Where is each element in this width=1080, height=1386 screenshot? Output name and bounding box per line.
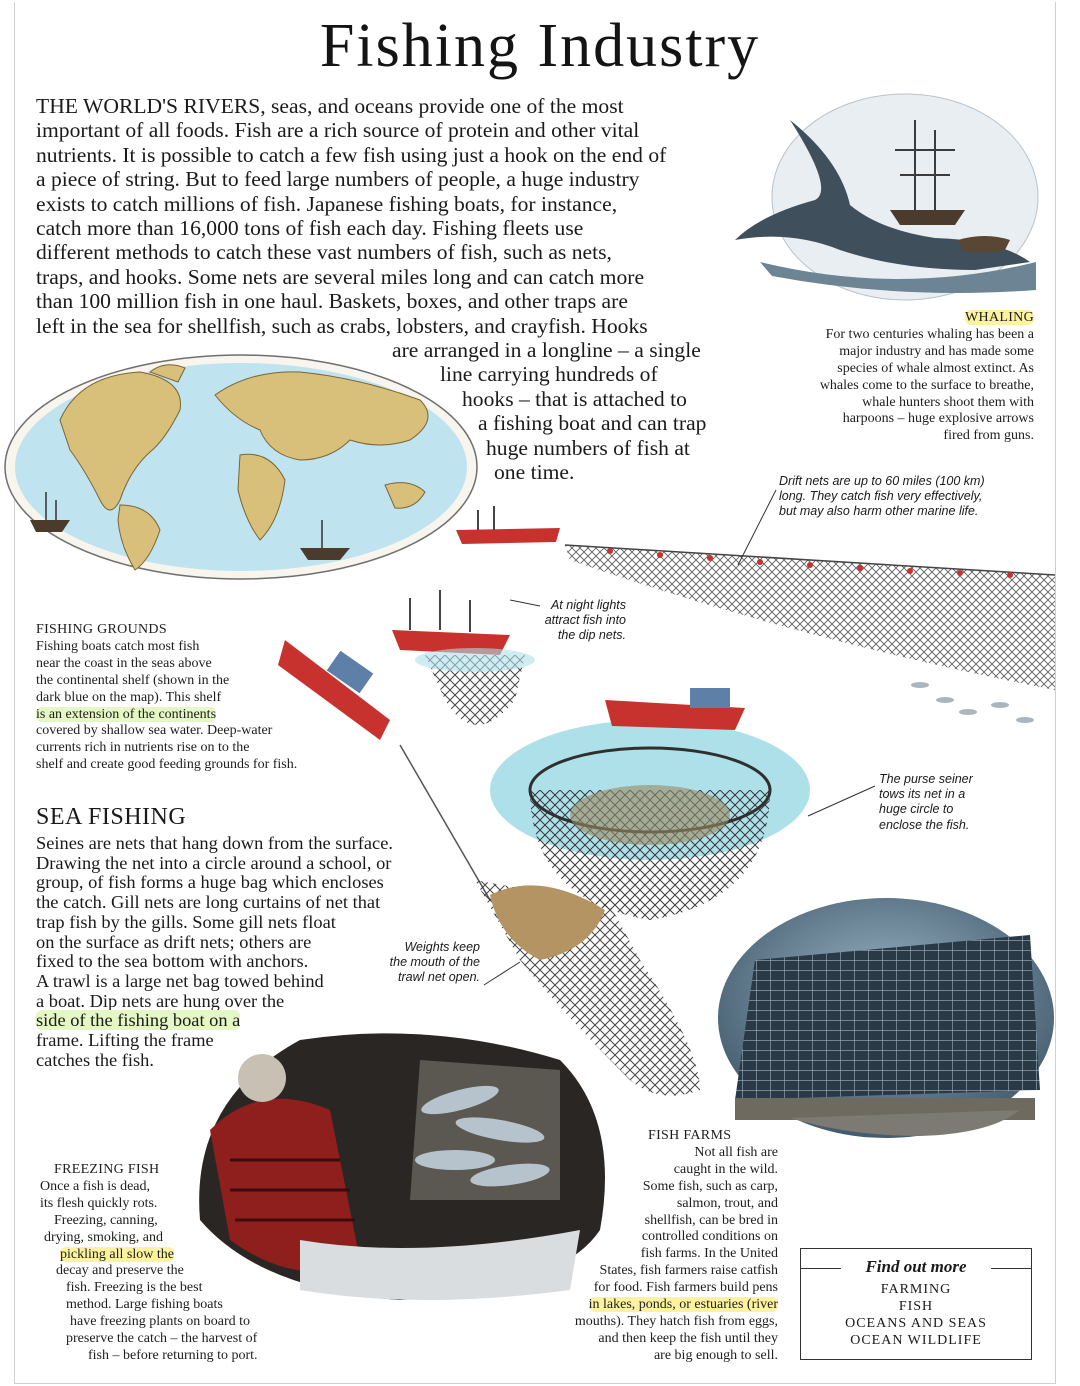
caption-line: Once a fish is dead,: [40, 1178, 151, 1194]
caption-line: long. They catch fish very effectively,: [779, 489, 983, 504]
caption-line: The purse seiner: [879, 772, 973, 786]
caption-line: have freezing plants on board to: [70, 1314, 250, 1330]
caption-line: preserve the catch – the harvest of: [66, 1331, 258, 1347]
caption-line: pickling all slow the: [60, 1246, 174, 1262]
text-line: Drawing the net into a circle around a school, or: [36, 852, 392, 873]
text-line: catches the fish.: [36, 1049, 154, 1070]
text-line: Seines are nets that hang down from the surface.: [36, 833, 393, 853]
caption-line: whales come to the surface to breathe,: [819, 377, 1034, 393]
caption-line: its flesh quickly rots.: [40, 1195, 158, 1211]
find-out-more-title: Find out more: [801, 1257, 1031, 1277]
caption-line: the dip nets.: [557, 628, 626, 643]
caption-line: trawl net open.: [398, 970, 480, 985]
find-out-more-link[interactable]: FARMING: [880, 1282, 952, 1297]
whaling-caption: [780, 310, 1034, 445]
sea-fishing-heading: SEA FISHING: [36, 804, 187, 830]
weights-caption: [372, 940, 480, 986]
caption-line: the continental shelf (shown in the: [36, 672, 230, 688]
caption-line: dark blue on the map). This shelf: [36, 689, 222, 705]
intro-line: different methods to catch these vast numbers of fish, such as nets,: [36, 240, 612, 265]
caption-line: Weights keep: [404, 940, 480, 954]
whaling-illustration: [735, 94, 1038, 300]
caption-line: method. Large fishing boats: [66, 1297, 223, 1313]
caption-line: fish farms. In the United: [640, 1246, 778, 1262]
text-line: on the surface as drift nets; others are: [36, 931, 312, 952]
text-line: a boat. Dip nets are hung over the: [36, 990, 285, 1011]
fishing-grounds-caption: [36, 622, 297, 774]
caption-line: fired from guns.: [943, 428, 1034, 444]
caption-line: is an extension of the continents: [36, 706, 217, 722]
fish-farm-photo: [718, 898, 1054, 1138]
freezing-fish-heading: FREEZING FISH: [54, 1162, 160, 1177]
caption-line: but may also harm other marine life.: [779, 504, 979, 519]
text-line: A trawl is a large net bag towed behind: [36, 970, 324, 991]
intro-line: important of all foods. Fish are a rich source of protein and other vital: [36, 118, 640, 143]
caption-line: fish. Freezing is the best: [66, 1280, 203, 1296]
find-out-more-link[interactable]: OCEANS AND SEAS: [845, 1316, 987, 1331]
intro-line: one time.: [494, 460, 575, 485]
caption-line: For two centuries whaling has been a: [825, 326, 1034, 342]
find-out-more-link[interactable]: OCEAN WILDLIFE: [850, 1333, 982, 1348]
caption-line: Not all fish are: [694, 1144, 778, 1160]
caption-line: caught in the wild.: [673, 1161, 778, 1177]
caption-line: salmon, trout, and: [676, 1195, 778, 1211]
intro-line: a fishing boat and can trap: [478, 411, 707, 436]
intro-line: exists to catch millions of fish. Japanese fishing boats, for instance,: [36, 191, 618, 216]
caption-line: Freezing, canning,: [54, 1212, 158, 1228]
caption-line: covered by shallow sea water. Deep-water: [36, 723, 273, 739]
text-line: side of the fishing boat on a: [36, 1010, 241, 1031]
intro-line: nutrients. It is possible to catch a few fish using just a hook on the end of: [36, 142, 667, 167]
text-line: frame. Lifting the frame: [36, 1030, 214, 1051]
caption-line: shelf and create good feeding grounds for fish.: [36, 757, 298, 773]
freezing-fish-caption: [40, 1162, 290, 1365]
intro-line: than 100 million fish in one haul. Baskets, boxes, and other traps are: [36, 289, 628, 314]
caption-line: the mouth of the: [389, 955, 480, 970]
caption-line: attract fish into: [544, 613, 626, 628]
text-line: fixed to the sea bottom with anchors.: [36, 951, 309, 972]
drift-nets-caption: [779, 474, 985, 520]
intro-line: a piece of string. But to feed large numbers of people, a huge industry: [36, 167, 640, 192]
find-out-more-box: [800, 1248, 1032, 1360]
sea-fishing-text: [36, 834, 393, 1070]
find-out-more-list: [801, 1281, 1031, 1349]
night-lights-caption: [536, 598, 626, 644]
caption-line: in lakes, ponds, or estuaries (river: [588, 1297, 778, 1313]
caption-line: tows its net in a: [879, 787, 966, 802]
caption-line: Drift nets are up to 60 miles (100 km): [779, 474, 985, 488]
caption-line: Some fish, such as carp,: [642, 1178, 778, 1194]
caption-line: controlled conditions on: [641, 1229, 778, 1245]
find-out-more-link[interactable]: FISH: [898, 1299, 934, 1314]
caption-line: drying, smoking, and: [44, 1229, 163, 1245]
intro-line: line carrying hundreds of: [440, 362, 658, 387]
purse-seiner-caption: [879, 772, 973, 833]
text-line: trap fish by the gills. Some gill nets float: [36, 911, 336, 932]
fishing-grounds-heading: FISHING GROUNDS: [36, 622, 167, 637]
whaling-heading: WHALING: [965, 310, 1034, 325]
caption-line: Fishing boats catch most fish: [36, 638, 200, 654]
caption-line: enclose the fish.: [879, 817, 970, 832]
caption-line: near the coast in the seas above: [36, 655, 212, 671]
text-line: the catch. Gill nets are long curtains of net that: [36, 892, 381, 913]
caption-line: shellfish, can be bred in: [644, 1212, 778, 1228]
intro-line: left in the sea for shellfish, such as crabs, lobsters, and crayfish. Hooks: [36, 313, 648, 338]
caption-line: whale hunters shoot them with: [862, 394, 1034, 410]
caption-line: huge circle to: [879, 802, 954, 817]
caption-line: mouths). They hatch fish from eggs,: [574, 1313, 778, 1329]
caption-line: species of whale almost extinct. As: [837, 360, 1034, 376]
page-title: Fishing Industry: [319, 12, 761, 80]
caption-line: harpoons – huge explosive arrows: [842, 411, 1034, 427]
dip-net-illustration: [392, 590, 540, 725]
caption-line: decay and preserve the: [56, 1263, 184, 1279]
caption-line: fish – before returning to port.: [88, 1347, 258, 1363]
intro-line: are arranged in a longline – a single: [392, 338, 701, 363]
intro-line: THE WORLD'S RIVERS, seas, and oceans provide one of the most: [36, 94, 624, 118]
intro-line: traps, and hooks. Some nets are several miles long and can catch more: [36, 264, 645, 289]
intro-line: huge numbers of fish at: [486, 435, 690, 460]
caption-line: for food. Fish farmers build pens: [593, 1280, 778, 1296]
caption-line: major industry and has made some: [839, 343, 1034, 359]
caption-line: currents rich in nutrients rise on to the: [36, 740, 250, 756]
intro-line: catch more than 16,000 tons of fish each day. Fishing fleets use: [36, 216, 584, 241]
caption-line: and then keep the fish until they: [598, 1330, 778, 1346]
intro-paragraph: [36, 94, 756, 485]
fish-farms-caption: [528, 1128, 778, 1365]
caption-line: States, fish farmers raise catfish: [599, 1263, 778, 1279]
caption-line: are big enough to sell.: [653, 1347, 778, 1363]
intro-line: hooks – that is attached to: [462, 386, 687, 411]
fish-farms-heading: FISH FARMS: [648, 1128, 732, 1143]
caption-line: At night lights: [550, 598, 626, 612]
text-line: group, of fish forms a huge bag which encloses: [36, 872, 384, 893]
